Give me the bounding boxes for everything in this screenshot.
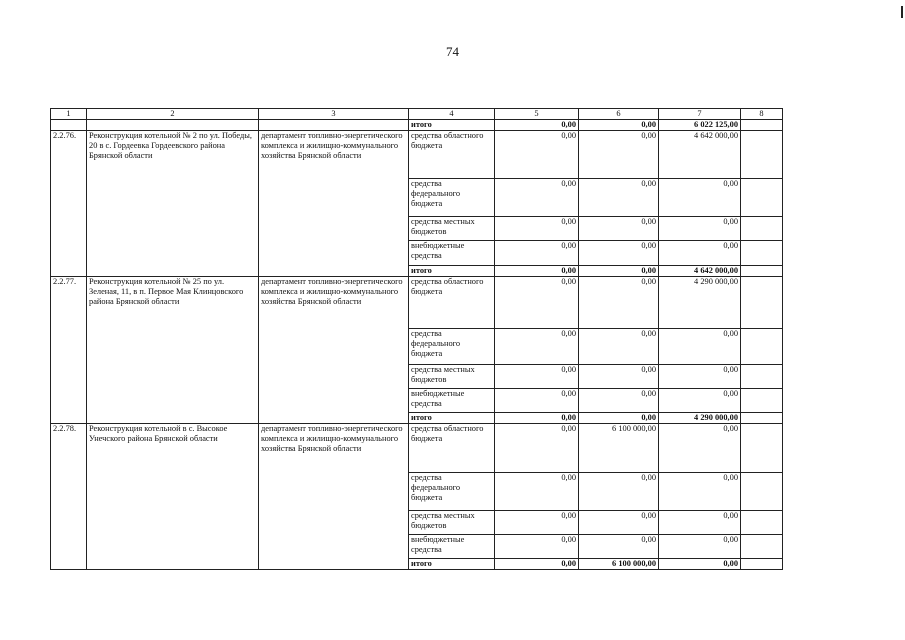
value-cell: 0,00 — [495, 365, 579, 389]
value-cell: 6 022 125,00 — [659, 120, 741, 131]
value-cell: 0,00 — [495, 120, 579, 131]
header-cell: 6 — [579, 109, 659, 120]
source-label: средства местных бюджетов — [409, 365, 495, 389]
header-row — [51, 109, 783, 120]
header-cell: 5 — [495, 109, 579, 120]
header-cell: 4 — [409, 109, 495, 120]
note-cell — [741, 535, 783, 559]
note-cell — [741, 329, 783, 365]
value-cell: 0,00 — [579, 266, 659, 277]
value-cell: 0,00 — [579, 511, 659, 535]
note-cell — [741, 179, 783, 217]
value-cell: 0,00 — [659, 473, 741, 511]
header-cell: 2 — [87, 109, 259, 120]
value-cell: 4 642 000,00 — [659, 131, 741, 179]
source-label: внебюджетные средства — [409, 241, 495, 266]
header-cell: 8 — [741, 109, 783, 120]
value-cell: 0,00 — [659, 424, 741, 473]
value-cell: 0,00 — [495, 241, 579, 266]
item-number: 2.2.76. — [51, 131, 87, 277]
value-cell: 0,00 — [659, 559, 741, 570]
note-cell — [741, 120, 783, 131]
table-row — [51, 424, 783, 473]
value-cell: 0,00 — [495, 179, 579, 217]
value-cell: 0,00 — [495, 559, 579, 570]
value-cell: 0,00 — [495, 413, 579, 424]
table-row — [51, 131, 783, 179]
value-cell: 0,00 — [659, 389, 741, 413]
value-cell: 4 642 000,00 — [659, 266, 741, 277]
item-name: Реконструкция котельной № 2 по ул. Победы, 20 в с. Гордеевка Гордеевского района Брянской области — [87, 131, 259, 277]
value-cell: 0,00 — [495, 389, 579, 413]
note-cell — [741, 389, 783, 413]
value-cell: 0,00 — [579, 120, 659, 131]
total-label: итого — [409, 559, 495, 570]
value-cell: 0,00 — [579, 389, 659, 413]
value-cell: 0,00 — [579, 241, 659, 266]
source-label: средства федерального бюджета — [409, 329, 495, 365]
item-name: Реконструкция котельной в с. Высокое Унечского района Брянской области — [87, 424, 259, 570]
value-cell: 0,00 — [579, 179, 659, 217]
note-cell — [741, 266, 783, 277]
value-cell: 0,00 — [495, 131, 579, 179]
value-cell: 0,00 — [659, 535, 741, 559]
value-cell: 0,00 — [579, 277, 659, 329]
value-cell: 0,00 — [579, 131, 659, 179]
value-cell: 0,00 — [659, 241, 741, 266]
value-cell: 0,00 — [495, 511, 579, 535]
value-cell: 4 290 000,00 — [659, 413, 741, 424]
value-cell: 0,00 — [579, 535, 659, 559]
total-label: итого — [409, 120, 495, 131]
item-department: департамент топливно-энергетического комплекса и жилищно-коммунального хозяйства Брянской области — [259, 277, 409, 424]
note-cell — [741, 413, 783, 424]
value-cell: 0,00 — [659, 329, 741, 365]
value-cell: 0,00 — [495, 329, 579, 365]
value-cell: 0,00 — [495, 535, 579, 559]
source-label: средства федерального бюджета — [409, 179, 495, 217]
scan-edge-mark — [901, 6, 903, 18]
value-cell: 0,00 — [659, 511, 741, 535]
value-cell: 0,00 — [495, 473, 579, 511]
source-label: внебюджетные средства — [409, 535, 495, 559]
header-cell: 1 — [51, 109, 87, 120]
value-cell: 0,00 — [579, 365, 659, 389]
item-department: департамент топливно-энергетического комплекса и жилищно-коммунального хозяйства Брянской области — [259, 424, 409, 570]
source-label: средства федерального бюджета — [409, 473, 495, 511]
note-cell — [741, 131, 783, 179]
value-cell: 4 290 000,00 — [659, 277, 741, 329]
source-label: средства местных бюджетов — [409, 511, 495, 535]
value-cell: 0,00 — [579, 473, 659, 511]
note-cell — [741, 241, 783, 266]
source-label: средства областного бюджета — [409, 277, 495, 329]
note-cell — [741, 217, 783, 241]
value-cell: 0,00 — [579, 413, 659, 424]
value-cell: 0,00 — [579, 329, 659, 365]
item-department: департамент топливно-энергетического комплекса и жилищно-коммунального хозяйства Брянской области — [259, 131, 409, 277]
note-cell — [741, 473, 783, 511]
value-cell: 0,00 — [495, 424, 579, 473]
item-number: 2.2.78. — [51, 424, 87, 570]
value-cell: 0,00 — [495, 277, 579, 329]
source-label: внебюджетные средства — [409, 389, 495, 413]
header-cell: 3 — [259, 109, 409, 120]
note-cell — [741, 424, 783, 473]
source-label: средства областного бюджета — [409, 131, 495, 179]
header-cell: 7 — [659, 109, 741, 120]
value-cell: 0,00 — [659, 217, 741, 241]
item-name: Реконструкция котельной № 25 по ул. Зеленая, 11, в п. Первое Мая Клинцовского района Брянской области — [87, 277, 259, 424]
value-cell: 0,00 — [579, 217, 659, 241]
table-row — [51, 277, 783, 329]
note-cell — [741, 365, 783, 389]
note-cell — [741, 277, 783, 329]
note-cell — [741, 559, 783, 570]
value-cell: 6 100 000,00 — [579, 424, 659, 473]
value-cell: 0,00 — [495, 266, 579, 277]
value-cell: 0,00 — [495, 217, 579, 241]
budget-table — [50, 108, 783, 570]
note-cell — [741, 511, 783, 535]
item-number: 2.2.77. — [51, 277, 87, 424]
value-cell: 0,00 — [659, 179, 741, 217]
value-cell: 0,00 — [659, 365, 741, 389]
page-number: 74 — [446, 44, 459, 59]
total-label: итого — [409, 413, 495, 424]
source-label: средства областного бюджета — [409, 424, 495, 473]
carryover-total-row — [51, 120, 783, 131]
source-label: средства местных бюджетов — [409, 217, 495, 241]
value-cell: 6 100 000,00 — [579, 559, 659, 570]
total-label: итого — [409, 266, 495, 277]
